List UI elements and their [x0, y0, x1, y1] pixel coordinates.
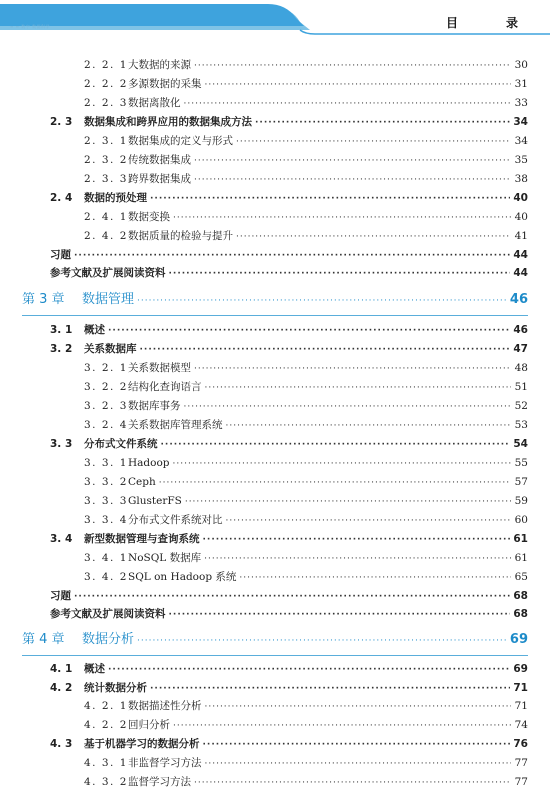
header-breadcrumb: ≡ ≡ 数字 数据科学 [10, 24, 51, 29]
toc-leader-dots [194, 173, 511, 187]
toc-entry-page: 48 [514, 362, 528, 374]
toc-references-entry[interactable] [50, 607, 528, 622]
toc-entry-page: 40 [514, 211, 528, 223]
toc-entry-number: 2. 3 [50, 116, 73, 128]
toc-entry[interactable] [84, 96, 528, 111]
toc-entry[interactable] [84, 172, 528, 187]
toc-entry-number: 4. 3. 1 [84, 757, 128, 769]
toc-entry[interactable] [84, 775, 528, 790]
toc-entry-page: 61 [514, 552, 528, 564]
toc-entry-page: 77 [514, 776, 528, 788]
toc-entry-title: 数据的预处理 [84, 192, 147, 204]
toc-leader-dots [194, 154, 511, 168]
toc-entry[interactable] [84, 756, 528, 771]
toc-entry-number: 3. 2. 4 [84, 419, 128, 431]
toc-entry-page: 44 [513, 267, 528, 279]
toc-leader-dots [169, 267, 511, 281]
toc-entry[interactable] [84, 475, 528, 490]
toc-entry-title: 非监督学习方法 [128, 757, 202, 769]
toc-entry[interactable] [84, 418, 528, 433]
toc-entry-title: 数据集成和跨界应用的数据集成方法 [84, 116, 252, 128]
toc-chapter-title: 数据管理 [82, 292, 135, 307]
toc-entry-title: 监督学习方法 [128, 776, 191, 788]
toc-entry-number: 2. 2. 3 [84, 97, 128, 109]
toc-leader-dots [169, 608, 511, 622]
toc-entry-page: 30 [514, 59, 528, 71]
toc-section-entry[interactable] [50, 532, 528, 547]
toc-entry-title: Hadoop [128, 457, 170, 469]
toc-entry-title: 大数据的来源 [128, 59, 191, 71]
toc-leader-dots [204, 552, 511, 566]
toc-entry-page: 57 [514, 476, 528, 488]
toc-entry[interactable] [84, 361, 528, 376]
toc-entry-number: 4. 1 [50, 663, 73, 675]
toc-leader-dots [184, 400, 512, 414]
toc-entry-number: 4. 2. 2 [84, 719, 128, 731]
toc-leader-dots [205, 78, 512, 92]
toc-entry-title: 数据集成的定义与形式 [128, 135, 233, 147]
toc-entry-page: 77 [514, 757, 528, 769]
toc-leader-dots [236, 230, 511, 244]
toc-leader-dots [194, 362, 511, 376]
toc-leader-dots [205, 757, 512, 771]
toc-entry-title: SQL on Hadoop 系统 [128, 571, 237, 583]
toc-section-entry[interactable] [50, 115, 528, 130]
toc-leader-dots [108, 663, 510, 677]
toc-entry-page: 55 [514, 457, 528, 469]
toc-entry[interactable] [84, 551, 528, 566]
toc-entry-page: 34 [513, 116, 528, 128]
toc-section-entry[interactable] [50, 342, 528, 357]
toc-entry-number: 2. 3. 2 [84, 154, 128, 166]
toc-chapter-entry[interactable] [22, 293, 528, 308]
toc-entry-title: 数据描述性分析 [128, 700, 202, 712]
toc-leader-dots [203, 533, 511, 547]
toc-leader-dots [108, 324, 510, 338]
toc-leader-dots [184, 97, 512, 111]
toc-section-entry[interactable] [50, 437, 528, 452]
toc-entry-title: 数据变换 [128, 211, 170, 223]
toc-entry-number: 3. 4 [50, 533, 73, 545]
toc-entry[interactable] [84, 494, 528, 509]
toc-leader-dots [203, 738, 511, 752]
toc-leader-dots [194, 59, 511, 73]
toc-entry-number: 3. 4. 1 [84, 552, 128, 564]
toc-leader-dots [205, 700, 512, 714]
toc-entry-page: 65 [514, 571, 528, 583]
toc-entry-title: Ceph [128, 476, 156, 488]
toc-section-entry[interactable] [50, 191, 528, 206]
toc-entry[interactable] [84, 456, 528, 471]
toc-entry-number: 3. 3 [50, 438, 73, 450]
toc-entry[interactable] [84, 399, 528, 414]
toc-entry-title: 关系数据模型 [128, 362, 191, 374]
toc-entry[interactable] [84, 210, 528, 225]
toc-entry-number: 3. 1 [50, 324, 73, 336]
toc-entry-page: 51 [514, 381, 528, 393]
toc-leader-dots [74, 590, 510, 604]
toc-entry-number: 3. 3. 4 [84, 514, 128, 526]
toc-section-entry[interactable] [50, 737, 528, 752]
toc-entry-number: 3. 3. 2 [84, 476, 128, 488]
header-title: 目 录 [445, 16, 536, 30]
toc-section-entry[interactable] [50, 681, 528, 696]
chapter-divider [22, 315, 528, 316]
toc-entry-title: 习题 [50, 249, 71, 261]
toc-entry-page: 54 [513, 438, 528, 450]
toc-entry-page: 69 [513, 663, 528, 675]
toc-leader-dots [185, 495, 511, 509]
toc-entry-title: 统计数据分析 [84, 682, 147, 694]
toc-entry[interactable] [84, 513, 528, 528]
toc-entry-number: 2. 4 [50, 192, 73, 204]
toc-entry-number: 3. 2. 2 [84, 381, 128, 393]
toc-entry-number: 2. 3. 1 [84, 135, 128, 147]
toc-chapter-number: 第 3 章 [22, 292, 65, 307]
toc-entry[interactable] [84, 77, 528, 92]
toc-entry-page: 41 [514, 230, 528, 242]
toc-entry[interactable] [84, 699, 528, 714]
toc-section-entry[interactable] [50, 662, 528, 677]
toc-entry-number: 4. 3. 2 [84, 776, 128, 788]
toc-entry-title: 结构化查询语言 [128, 381, 202, 393]
toc-leader-dots [161, 438, 511, 452]
toc-entry-title: 数据质量的检验与提升 [128, 230, 233, 242]
toc-leader-dots [137, 294, 507, 308]
chapter-divider [22, 655, 528, 656]
toc-entry[interactable] [84, 718, 528, 733]
toc-entry-page: 38 [514, 173, 528, 185]
toc-leader-dots [137, 634, 507, 648]
toc-entry-page: 71 [513, 682, 528, 694]
toc-entry-page: 44 [513, 249, 528, 261]
toc-leader-dots [236, 135, 511, 149]
toc-entry-page: 31 [514, 78, 528, 90]
toc-entry-page: 61 [513, 533, 528, 545]
toc-entry-number: 3. 4. 2 [84, 571, 128, 583]
toc-entry-title: 分布式文件系统对比 [128, 514, 223, 526]
toc-entry[interactable] [84, 134, 528, 149]
toc-entry-number: 4. 3 [50, 738, 73, 750]
toc-entry-number: 4. 2 [50, 682, 73, 694]
toc-leader-dots [205, 381, 512, 395]
toc-entry[interactable] [84, 570, 528, 585]
toc-entry-number: 3. 2 [50, 343, 73, 355]
toc-entry-title: 概述 [84, 663, 105, 675]
toc-entry-title: 跨界数据集成 [128, 173, 191, 185]
toc-entry-title: 回归分析 [128, 719, 170, 731]
toc-leader-dots [194, 776, 511, 790]
toc-leader-dots [255, 116, 510, 130]
toc-entry-title: 分布式文件系统 [84, 438, 158, 450]
toc-leader-dots [173, 211, 511, 225]
toc-entry-title: 新型数据管理与查询系统 [84, 533, 200, 545]
toc-entry-title: 关系数据库 [84, 343, 137, 355]
toc-entry[interactable] [84, 153, 528, 168]
toc-entry-title: 关系数据库管理系统 [128, 419, 223, 431]
toc-entry-title: 数据库事务 [128, 400, 181, 412]
toc-leader-dots [239, 571, 511, 585]
toc-entry-page: 59 [514, 495, 528, 507]
toc-leader-dots [74, 249, 510, 263]
toc-entry-page: 53 [514, 419, 528, 431]
toc-entry-title: 习题 [50, 590, 71, 602]
toc-entry-page: 40 [513, 192, 528, 204]
toc-entry-page: 76 [513, 738, 528, 750]
toc-entry-page: 34 [514, 135, 528, 147]
toc-entry-number: 3. 2. 3 [84, 400, 128, 412]
toc-chapter-page: 69 [509, 632, 528, 647]
toc-chapter-page: 46 [509, 292, 528, 307]
toc-entry-title: 数据离散化 [128, 97, 181, 109]
toc-exercises-entry[interactable] [50, 248, 528, 263]
toc-entry-number: 2. 2. 2 [84, 78, 128, 90]
toc-entry-page: 71 [514, 700, 528, 712]
toc-entry-title: 参考文献及扩展阅读资料 [50, 608, 166, 620]
toc-entry-number: 3. 2. 1 [84, 362, 128, 374]
toc-entry-number: 2. 4. 2 [84, 230, 128, 242]
toc-entry-page: 68 [513, 608, 528, 620]
toc-leader-dots [226, 419, 512, 433]
toc-leader-dots [173, 457, 511, 471]
toc-leader-dots [140, 343, 511, 357]
toc-entry[interactable] [84, 58, 528, 73]
toc-entry[interactable] [84, 229, 528, 244]
toc-entry-number: 2. 3. 3 [84, 173, 128, 185]
toc-chapter-title: 数据分析 [82, 632, 135, 647]
toc-section-entry[interactable] [50, 323, 528, 338]
toc-entry-title: 概述 [84, 324, 105, 336]
toc-entry-page: 52 [514, 400, 528, 412]
toc-entry-title: NoSQL 数据库 [128, 552, 202, 564]
toc-leader-dots [159, 476, 511, 490]
toc-leader-dots [150, 682, 510, 696]
toc-entry-page: 47 [513, 343, 528, 355]
toc-entry-title: GlusterFS [128, 495, 182, 507]
toc-entry-title: 多源数据的采集 [128, 78, 202, 90]
toc-entry-number: 4. 2. 1 [84, 700, 128, 712]
toc-leader-dots [173, 719, 511, 733]
toc-leader-dots [150, 192, 510, 206]
toc-entry-title: 传统数据集成 [128, 154, 191, 166]
toc-entry-title: 基于机器学习的数据分析 [84, 738, 200, 750]
toc-entry-number: 3. 3. 3 [84, 495, 128, 507]
toc-entry[interactable] [84, 380, 528, 395]
toc-entry-number: 3. 3. 1 [84, 457, 128, 469]
toc-chapter-entry[interactable] [22, 633, 528, 648]
toc-leader-dots [226, 514, 512, 528]
toc-chapter-number: 第 4 章 [22, 632, 65, 647]
toc-entry-page: 74 [514, 719, 528, 731]
toc-references-entry[interactable] [50, 266, 528, 281]
toc-entry-page: 33 [514, 97, 528, 109]
toc-entry-page: 35 [514, 154, 528, 166]
toc-entry-page: 60 [514, 514, 528, 526]
toc-entry-page: 46 [513, 324, 528, 336]
toc-exercises-entry[interactable] [50, 589, 528, 604]
toc-entry-number: 2. 2. 1 [84, 59, 128, 71]
toc-entry-title: 参考文献及扩展阅读资料 [50, 267, 166, 279]
toc-entry-number: 2. 4. 1 [84, 211, 128, 223]
toc-entry-page: 68 [513, 590, 528, 602]
